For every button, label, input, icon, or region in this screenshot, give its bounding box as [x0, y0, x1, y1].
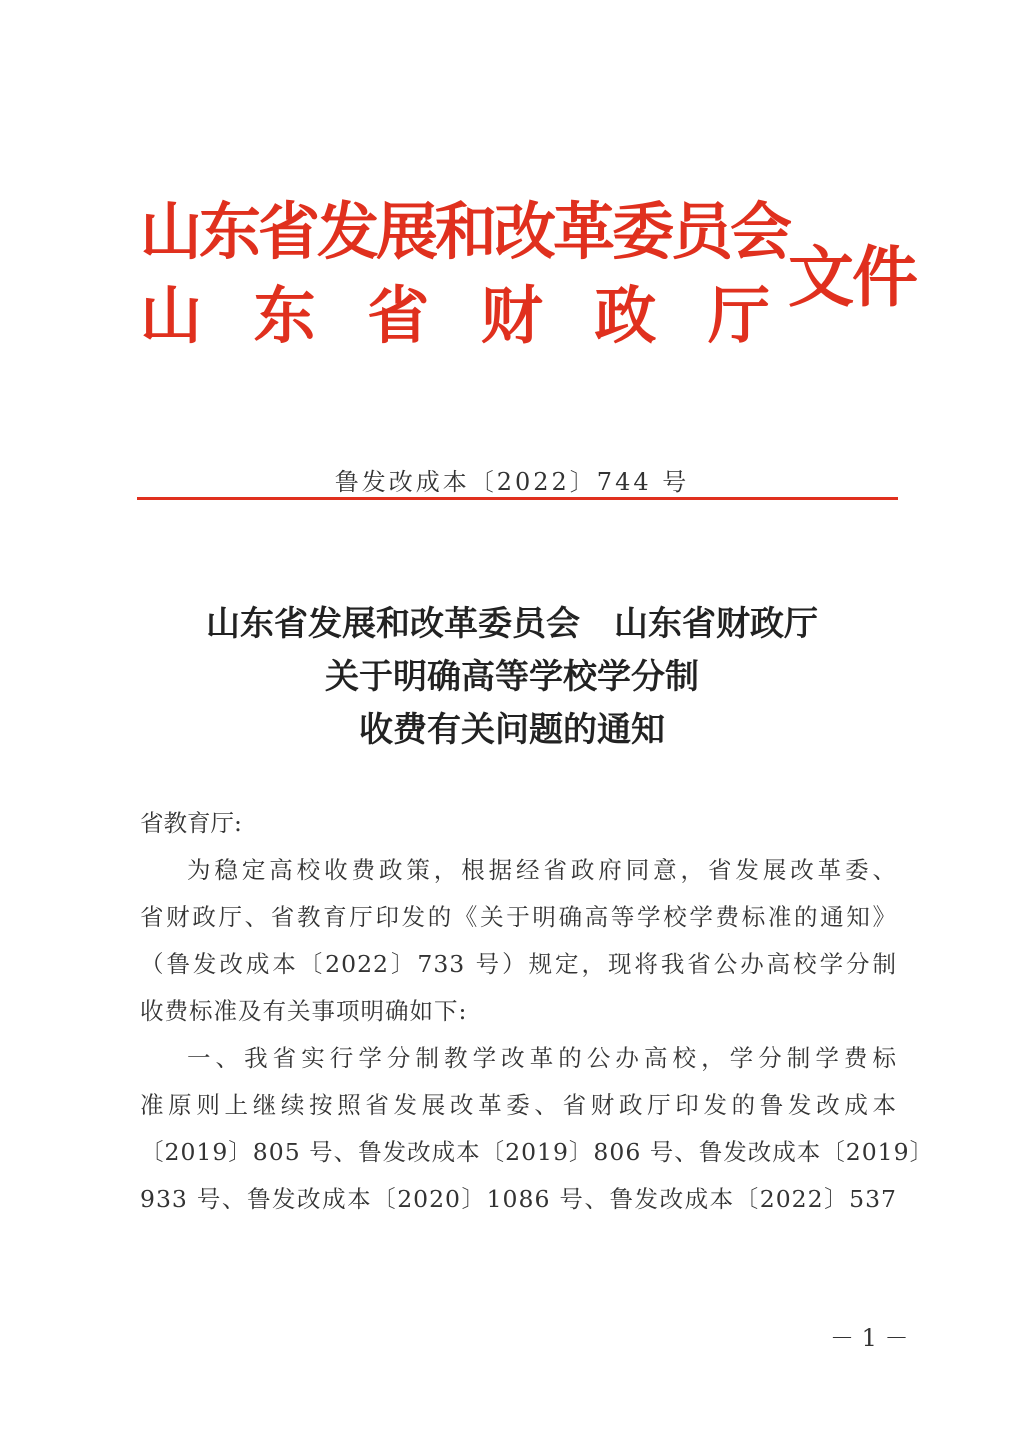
issuer-char: 山 [140, 279, 203, 352]
issuer-name-2 [140, 274, 770, 358]
salutation: 省教育厅: [140, 809, 242, 837]
issuer-name-1: 山东省发展和改革委员会 [140, 195, 790, 268]
title-line-1: 山东省发展和改革委员会 山东省财政厅 [206, 604, 818, 644]
paragraph-line: 一、我省实行学分制教学改革的公办高校，学分制学费标 [187, 1044, 897, 1072]
document-word: 文件 [788, 239, 916, 316]
document-title [0, 598, 1024, 757]
issuer-char: 政 [594, 279, 657, 352]
title-line-2: 关于明确高等学校学分制 [325, 657, 699, 697]
paragraph-line: 收费标准及有关事项明确如下: [140, 997, 468, 1025]
issuer-char: 厅 [707, 279, 770, 352]
red-divider [137, 497, 898, 500]
issuer-char: 省 [367, 279, 430, 352]
paragraph-line: 省财政厅、省教育厅印发的《关于明确高等学校学费标准的通知》 [140, 903, 897, 931]
paragraph-2 [140, 1035, 935, 1223]
page-number: － 1 － [830, 1324, 909, 1352]
document-number: 鲁发改成本〔2022〕744 号 [334, 468, 690, 496]
title-line-3: 收费有关问题的通知 [359, 710, 665, 750]
paragraph-line: 〔2019〕805 号、鲁发改成本〔2019〕806 号、鲁发改成本〔2019〕 [140, 1138, 935, 1166]
issuer-header [140, 190, 789, 358]
issuer-char: 东 [253, 279, 316, 352]
paragraph-line: （鲁发改成本〔2022〕733 号）规定，现将我省公办高校学分制 [140, 950, 897, 978]
paragraph-line: 933 号、鲁发改成本〔2020〕1086 号、鲁发改成本〔2022〕537 [140, 1185, 897, 1213]
document-body [140, 800, 935, 1223]
paragraph-line: 准原则上继续按照省发展改革委、省财政厅印发的鲁发改成本 [140, 1091, 897, 1119]
paragraph-line: 为稳定高校收费政策，根据经省政府同意，省发展改革委、 [187, 856, 897, 884]
paragraph-1 [140, 847, 897, 1035]
issuer-char: 财 [480, 279, 543, 352]
